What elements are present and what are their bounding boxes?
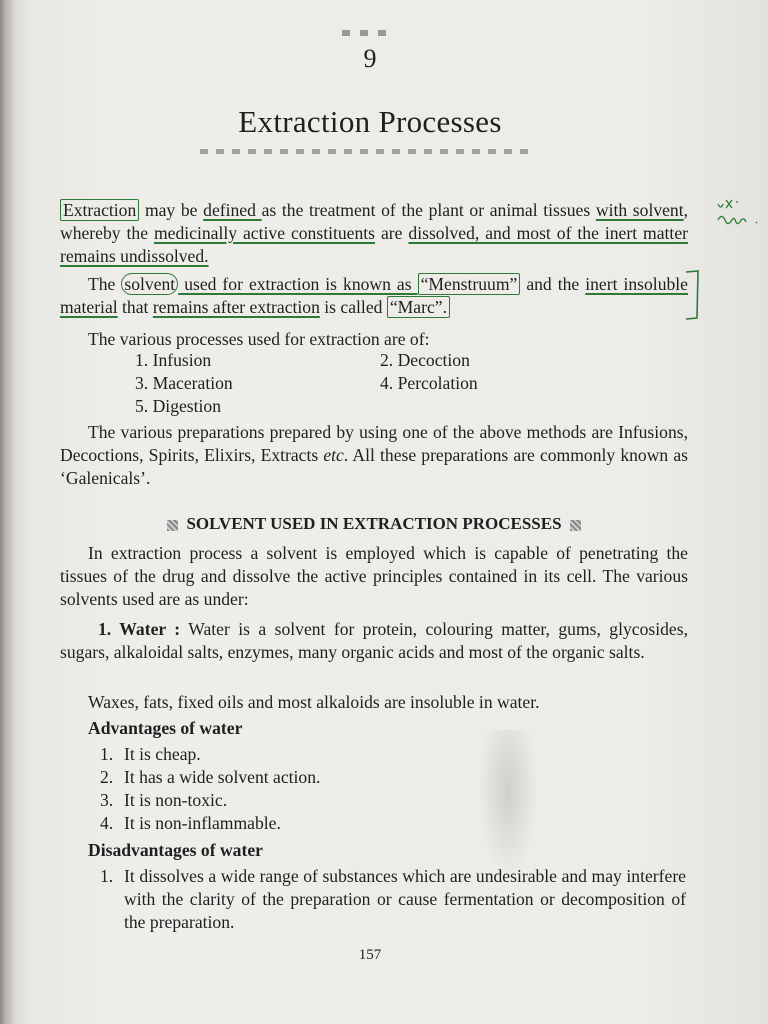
water-insoluble-paragraph: Waxes, fats, fixed oils and most alkaloids are insoluble in water. [88,692,540,712]
margin-bracket-annotation [682,268,704,322]
text-span: The [88,274,122,294]
process-item: 2. Decoction [380,350,470,370]
list-item [100,743,660,766]
underlined-text: defined [203,200,262,220]
list-number: 1. [100,744,114,764]
italic-text: etc [323,445,344,465]
list-item [100,865,686,934]
processes-intro: The various processes used for extraction are of: [88,329,430,349]
process-item: 3. Maceration [135,373,233,393]
process-item: 5. Digestion [135,396,222,416]
annotated-term-extraction: Extraction [60,199,139,221]
list-text: It is non-inflammable. [124,813,281,833]
list-number: 3. [100,790,114,810]
page-number: 157 [358,947,382,963]
list-item [100,789,660,812]
disadvantages-heading: Disadvantages of water [88,840,263,860]
advantages-list [100,743,660,835]
underlined-text: dissolved [408,223,475,243]
process-item: 1. Infusion [135,350,212,370]
process-item: 4. Percolation [380,373,478,393]
annotated-term-menstruum: “Menstruum” [418,273,521,295]
title-ornament-rule [200,146,540,156]
galenicals-paragraph [60,421,688,490]
list-item [100,766,660,789]
list-item [100,812,660,835]
list-text: It dissolves a wide range of substances which are undesirable and may interfere with the clarity of the preparation or cause fermentation or decomposition of the preparation. [124,866,686,932]
underlined-text: used for extraction is known as [178,274,418,294]
water-paragraph [60,618,688,664]
list-text: It is cheap. [124,744,201,764]
section-heading [60,514,688,534]
list-text: It has a wide solvent action. [124,767,321,787]
text-span: . All these preparations are commonly known as ‘Galenicals’. [60,445,688,488]
heading-square-icon [570,520,581,531]
heading-square-icon [167,520,178,531]
disadvantages-list [100,865,686,934]
chapter-ornament-top [330,28,400,38]
underlined-text: medicinally active constituents [153,223,376,243]
intro-paragraph-menstruum [60,273,688,319]
advantages-heading: Advantages of water [88,718,243,738]
section-heading-text: SOLVENT USED IN EXTRACTION PROCESSES [186,514,562,533]
underlined-text: remains after extraction [152,297,320,317]
text-span: as the treatment of the plant or animal tissues [261,200,596,220]
book-spine-shadow [0,0,14,1024]
page-smudge [478,730,538,880]
underlined-text: , and most of the inert matter remains undissolved. [60,223,688,266]
list-number: 2. [100,767,114,787]
text-span: Water is a solvent for protein, colouring matter, gums, glycosides, sugars, alkaloidal salts, enzymes, many organic acids and most of the organic salts. [60,619,688,662]
text-span: is called [319,297,387,317]
intro-paragraph-definition [60,199,688,268]
text-span: that [117,297,153,317]
text-span: may be [139,200,204,220]
solvent-intro-paragraph: In extraction process a solvent is employed which is capable of penetrating the tissues of the drug and dissolve the active principles contained in its cell. The various solvents used are as under: [60,543,688,609]
text-span: are [375,223,409,243]
handwritten-margin-note [712,196,762,236]
extraction-processes-list [135,349,580,418]
text-span: , whereby the [60,200,689,243]
chapter-number: 9 [363,44,377,73]
text-span: and the [520,274,586,294]
text-span: The various preparations prepared by using one of the above methods are Infusions, Decoctions, Spirits, Elixirs, Extracts [60,422,688,465]
list-text: It is non-toxic. [124,790,228,810]
underlined-text: with solvent [595,200,684,220]
list-number: 4. [100,813,114,833]
chapter-title: Extraction Processes [238,104,502,139]
annotated-term-solvent: solvent [121,273,178,295]
underlined-text: inert insoluble material [60,274,688,317]
annotated-term-marc: “Marc”. [387,296,450,318]
water-label: 1. Water : [98,619,181,639]
list-number: 1. [100,866,114,886]
